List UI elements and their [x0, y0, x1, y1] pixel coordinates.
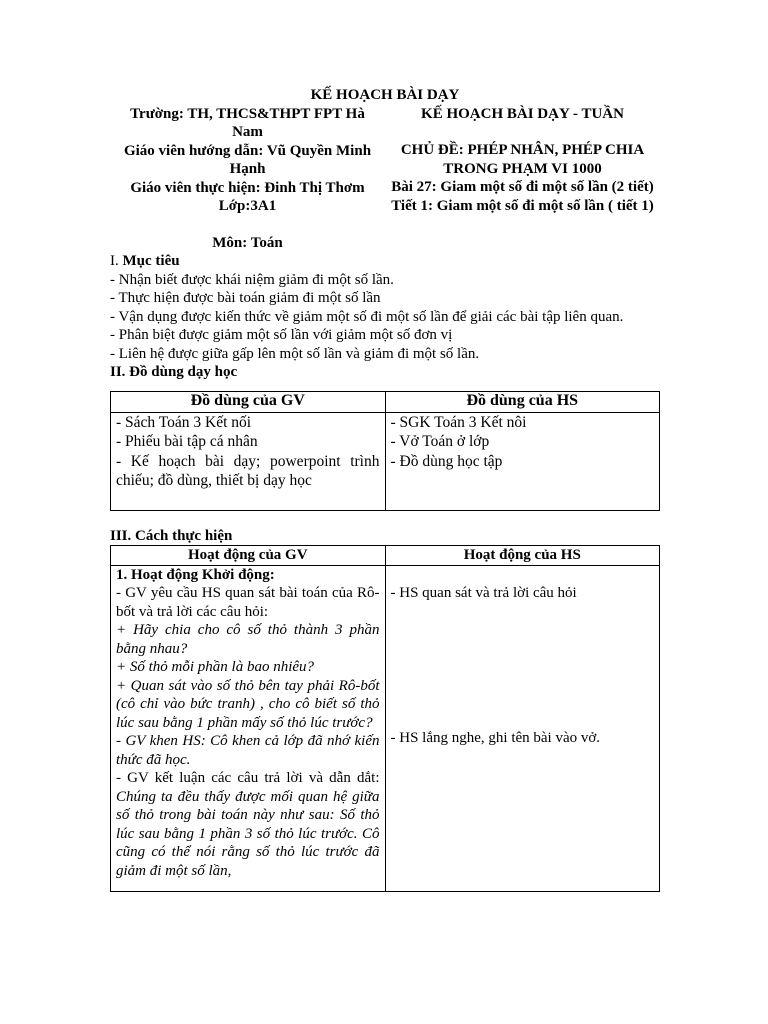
school-name: Trường: TH, THCS&THPT FPT Hà Nam [130, 105, 365, 140]
tools-hs-cell [385, 412, 660, 510]
header-left [110, 105, 385, 253]
objective-item: - Thực hiện được bài toán giảm đi một số lần [110, 290, 381, 306]
act-hs-cell [385, 565, 660, 891]
gv-conclusion: - GV kết luận các câu trả lời và dẫn dắt: Chúng ta đều thấy được mối quan hệ giữa số thỏ trong bài toán này như sau: Số thỏ lúc sau bằng 1 phần 3 số thỏ lúc trước. Cô cũng có thể nói rằng số thỏ lúc trước đã giảm đi một số lần, [116, 770, 380, 879]
act-col-hs: Hoạt động của HS [385, 546, 660, 566]
tools-col-gv: Đồ dùng của GV [111, 391, 386, 412]
gv-instruction: - GV yêu cầu HS quan sát bài toán của Rô-bốt và trả lời các câu hỏi: [116, 585, 380, 620]
tools-gv-cell [111, 412, 386, 510]
gv-praise: - GV khen HS: Cô khen cả lớp đã nhớ kiến thức đã học. [116, 733, 380, 768]
document-title: KẾ HOẠCH BÀI DẠY [310, 87, 460, 103]
plan-week: KẾ HOẠCH BÀI DẠY - TUẦN [421, 105, 624, 122]
objective-item: - Phân biệt được giảm một số lần với giảm một số đơn vị [110, 327, 453, 343]
header-grid [110, 105, 660, 253]
tools-gv-item: - Kế hoạch bài dạy; powerpoint trình chiếu; đồ dùng, thiết bị dạy học [116, 452, 380, 489]
tools-hs-item: - Đồ dùng học tập [390, 452, 503, 470]
tools-table [110, 391, 660, 511]
tools-gv-item: - Sách Toán 3 Kết nối [116, 413, 252, 431]
tools-col-hs: Đồ dùng của HS [385, 391, 660, 412]
hs-response: - HS lắng nghe, ghi tên bài vào vở. [390, 730, 601, 746]
objective-item: - Liên hệ được giữa gấp lên một số lần và giảm đi một số lần. [110, 345, 480, 362]
gv-question: + Hãy chia cho cô số thỏ thành 3 phần bằng nhau? [116, 622, 380, 657]
objectives-heading: I. Mục tiêu [110, 253, 180, 269]
method-heading: III. Cách thực hiện [110, 527, 233, 544]
subject-name: Môn: Toán [212, 234, 283, 251]
act-gv-cell [111, 565, 386, 891]
objective-item: - Nhận biết được khái niệm giảm đi một số lần. [110, 271, 394, 288]
hs-response: - HS quan sát và trả lời câu hỏi [390, 584, 577, 601]
gv-question: + Quan sát vào số thỏ bên tay phải Rô-bốt (cô chỉ vào bức tranh) , cho cô biết số thỏ lúc sau bằng 1 phần mấy số thỏ lúc trước? [116, 677, 380, 731]
supervisor-teacher: Giáo viên hướng dẫn: Vũ Quyền Minh Hạnh [123, 142, 372, 177]
activities-table [110, 545, 660, 892]
tools-gv-item: - Phiếu bài tập cá nhân [116, 433, 258, 450]
document-page [110, 86, 660, 892]
tools-hs-item: - Vở Toán ở lớp [390, 433, 490, 450]
class-name: Lớp:3A1 [218, 198, 277, 214]
gv-question: + Số thỏ mỗi phần là bao nhiêu? [116, 659, 315, 675]
header-right [385, 105, 660, 253]
period-title: Tiết 1: Giam một số đi một số lần ( tiết 1) [391, 197, 654, 214]
topic: CHỦ ĐỀ: PHÉP NHÂN, PHÉP CHIA TRONG PHẠM VI 1000 [400, 142, 645, 177]
tools-heading: II. Đồ dùng dạy học [110, 364, 238, 380]
objective-item: - Vận dụng được kiến thức về giảm một số đi một số lần để giải các bài tập liên quan. [110, 308, 624, 325]
lesson-title: Bài 27: Giam một số đi một số lần (2 tiết) [391, 179, 654, 195]
tools-hs-item: - SGK Toán 3 Kết nôi [390, 413, 527, 431]
section-title: 1. Hoạt động Khởi động: [116, 566, 275, 583]
act-col-gv: Hoạt động của GV [111, 546, 386, 566]
objectives-section [110, 252, 660, 363]
teacher-name: Giáo viên thực hiện: Đinh Thị Thơm [130, 179, 365, 196]
